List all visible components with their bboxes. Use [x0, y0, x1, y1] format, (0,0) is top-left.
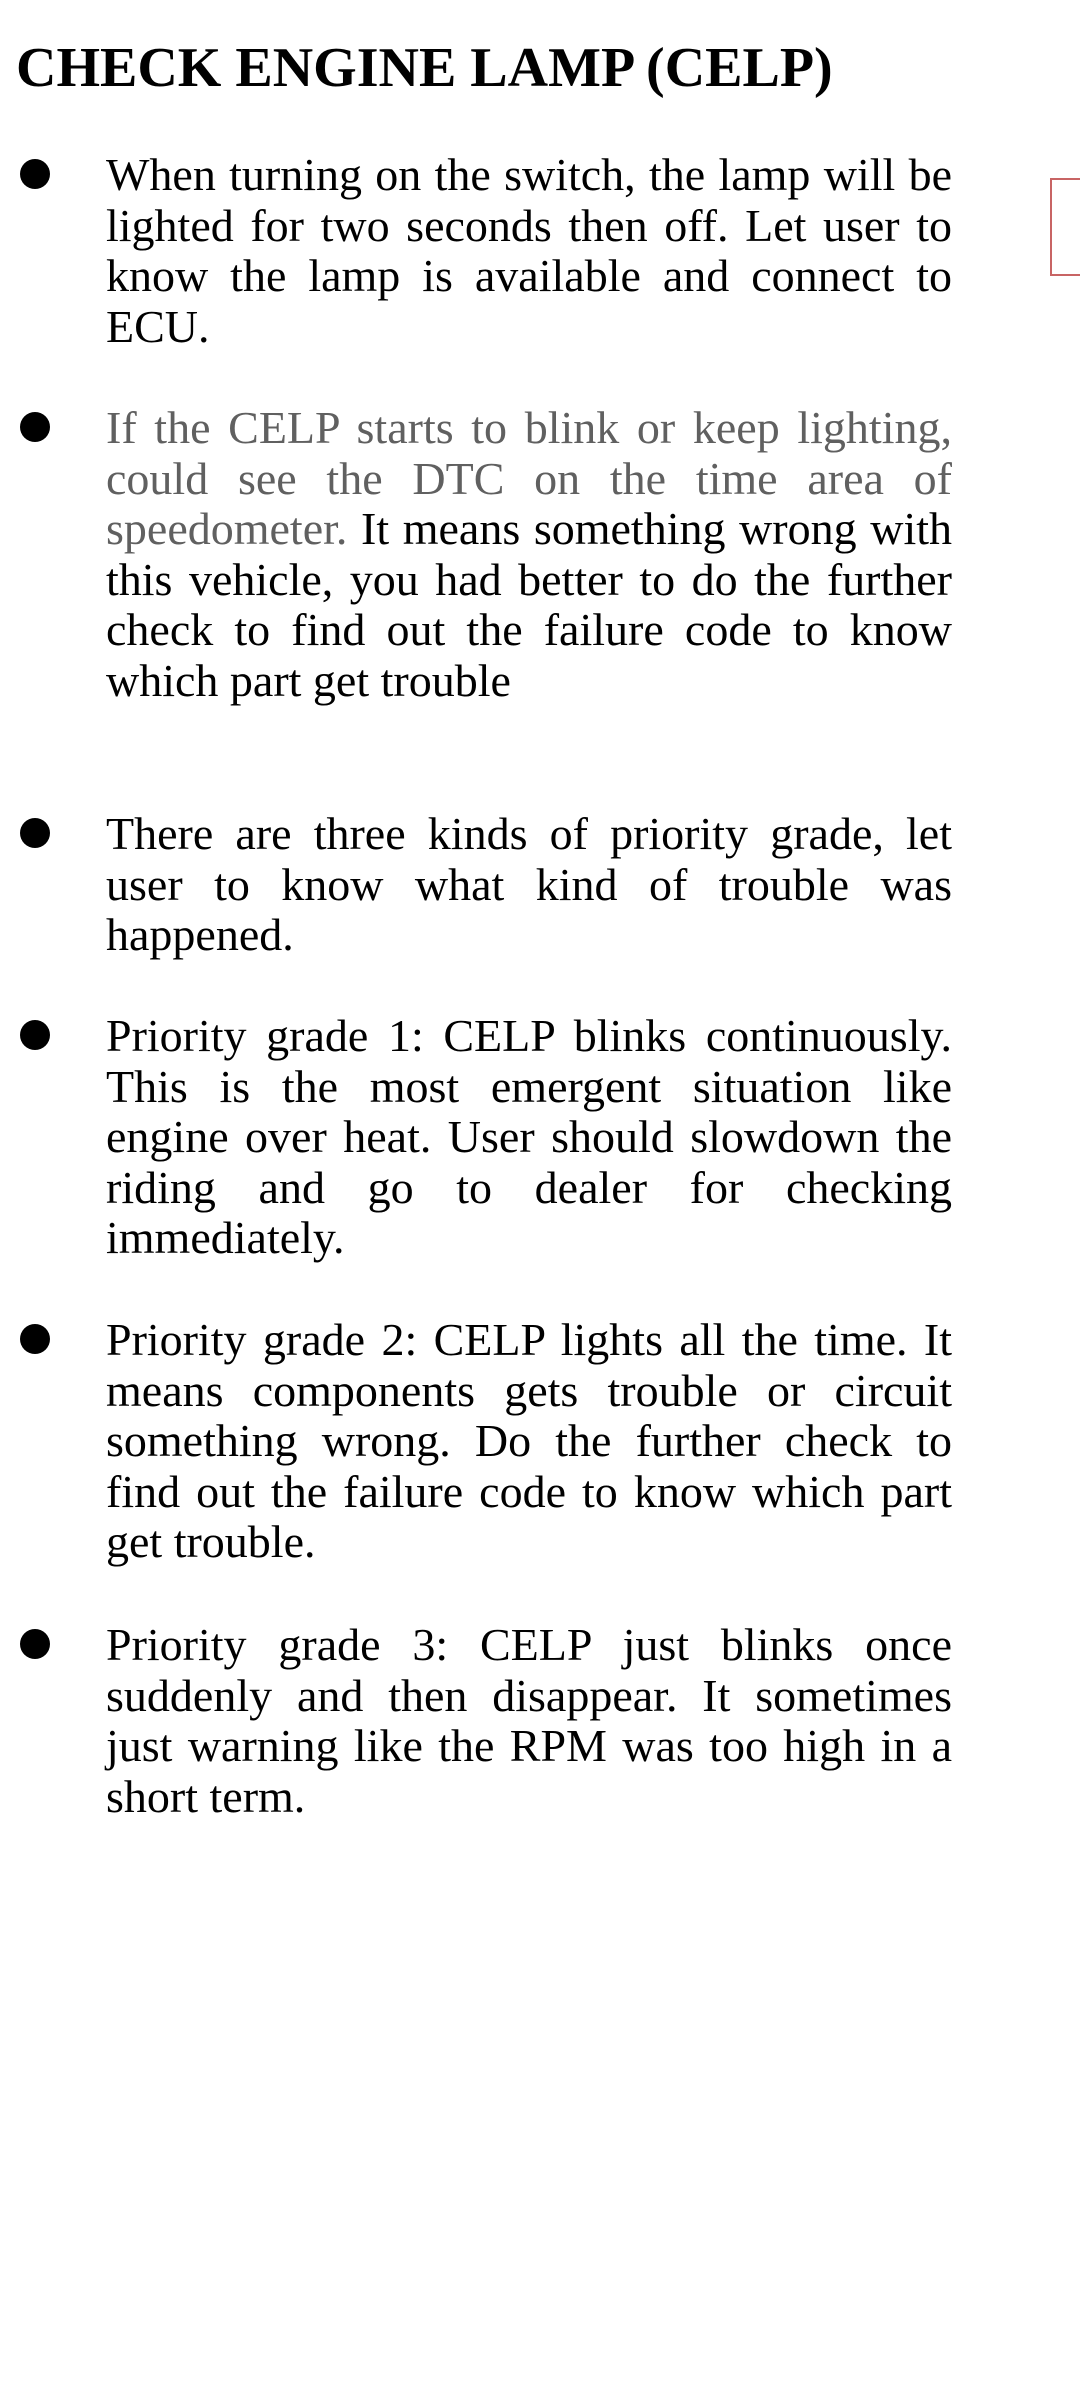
list-item-text — [106, 1315, 952, 1568]
edge-frame — [1050, 178, 1080, 276]
list-item-body-text: When turning on the switch, the lamp will be lighted for two seconds then off. Let user to know the lamp is available and connect to ECU. — [106, 149, 952, 352]
bullet-icon — [20, 1020, 50, 1050]
bullet-icon — [20, 1324, 50, 1354]
bullet-icon — [20, 159, 50, 189]
list-item-text — [106, 1620, 952, 1822]
bullet-icon — [20, 1629, 50, 1659]
page-title: CHECK ENGINE LAMP (CELP) — [16, 37, 833, 99]
list-item-text — [106, 150, 952, 352]
list-item-text — [106, 403, 952, 706]
bullet-icon — [20, 818, 50, 848]
list-item-body-text: Priority grade 1: CELP blinks continuously. This is the most emergent situation like engine over heat. User should slowdown the riding and go to dealer for checking immediately. — [106, 1010, 952, 1263]
list-item-body-text: Priority grade 2: CELP lights all the time. It means components gets trouble or circuit something wrong. Do the further check to find out the failure code to know which part get trouble. — [106, 1314, 952, 1567]
list-item-body-text: Priority grade 3: CELP just blinks once suddenly and then disappear. It sometimes just warning like the RPM was too high in a short term. — [106, 1619, 952, 1822]
list-item-text — [106, 809, 952, 961]
list-item-body-text: It means something wrong with this vehicle, you had better to do the further check to find out the failure code to know which part get trouble — [106, 503, 952, 706]
list-item-gray-text: If the CELP starts to blink or keep lighting, could see the DTC on the time area of speedometer. — [106, 402, 952, 554]
bullet-icon — [20, 412, 50, 442]
list-item-text — [106, 1011, 952, 1264]
list-item-body-text: There are three kinds of priority grade, let user to know what kind of trouble was happened. — [106, 808, 952, 960]
